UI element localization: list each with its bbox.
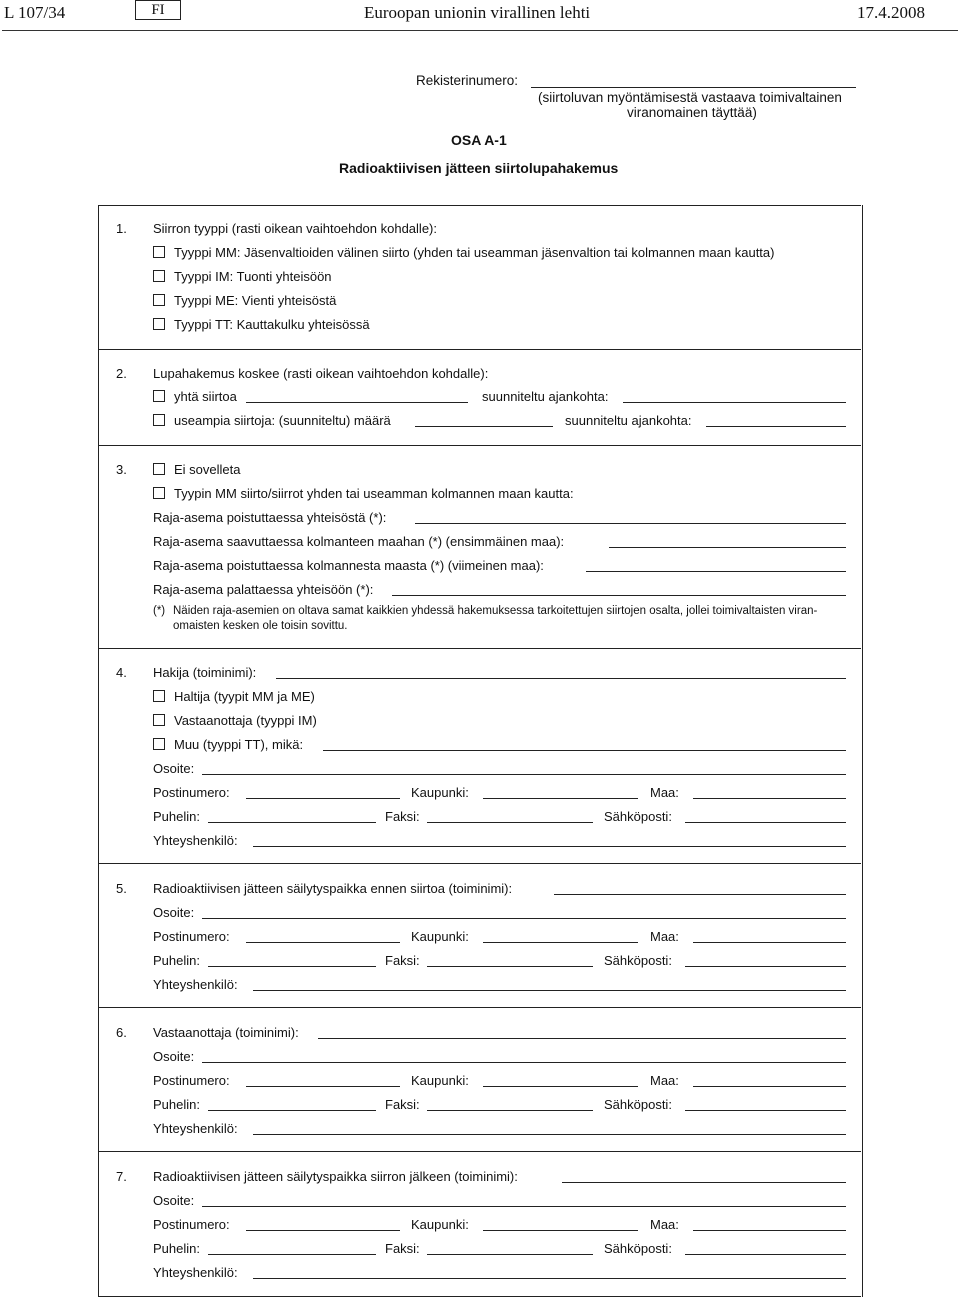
section-4-number: 4. bbox=[116, 665, 127, 680]
section-divider bbox=[98, 863, 861, 864]
checkbox[interactable] bbox=[153, 414, 165, 426]
publication-date: 17.4.2008 bbox=[857, 3, 925, 22]
transfer-type-mm-option[interactable]: Tyyppi MM: Jäsenvaltioiden välinen siirto (yhden tai useamman jäsenvaltion tai kolmannen maan kautta) bbox=[153, 245, 774, 260]
footnote-line1: Näiden raja-asemien on oltava samat kaikkien yhdessä hakemuksessa tarkoitettujen siirtojen osalta, jollei toimivaltaisten viran- bbox=[173, 605, 818, 617]
applicant-label: Hakija (toiminimi): bbox=[153, 665, 257, 680]
country-field[interactable] bbox=[693, 942, 846, 943]
border-return-community-label: Raja-asema palattaessa yhteisöön (*): bbox=[153, 582, 374, 597]
storage-before-name-field[interactable] bbox=[554, 894, 846, 895]
country-label: Maa: bbox=[650, 1073, 679, 1088]
contact-person-field[interactable] bbox=[253, 1278, 846, 1279]
multiple-transfers-date-field[interactable] bbox=[706, 426, 846, 427]
contact-person-field[interactable] bbox=[253, 1134, 846, 1135]
city-field[interactable] bbox=[483, 798, 638, 799]
postcode-label: Postinumero: bbox=[153, 1073, 230, 1088]
fax-field[interactable] bbox=[427, 966, 593, 967]
address-label: Osoite: bbox=[153, 1193, 195, 1208]
country-label: Maa: bbox=[650, 1217, 679, 1232]
registration-note-line1: (siirtoluvan myöntämisestä vastaava toimivaltainen bbox=[538, 90, 842, 105]
footnote-mark: (*) bbox=[153, 605, 166, 617]
multiple-transfers-count-field[interactable] bbox=[415, 426, 553, 427]
section-divider bbox=[98, 1151, 861, 1152]
email-label: Sähköposti: bbox=[604, 1097, 672, 1112]
registration-note-line2: viranomainen täyttää) bbox=[627, 105, 757, 120]
address-label: Osoite: bbox=[153, 1049, 195, 1064]
table-bottom-border bbox=[98, 1296, 861, 1297]
border-exit-third-country-field[interactable] bbox=[586, 571, 846, 572]
single-transfer-date-field[interactable] bbox=[623, 402, 846, 403]
fax-field[interactable] bbox=[427, 1254, 593, 1255]
section-7-number: 7. bbox=[116, 1169, 127, 1184]
fax-field[interactable] bbox=[427, 1110, 593, 1111]
contact-person-label: Yhteyshenkilö: bbox=[153, 833, 238, 848]
email-field[interactable] bbox=[685, 822, 846, 823]
country-field[interactable] bbox=[693, 1086, 846, 1087]
email-label: Sähköposti: bbox=[604, 953, 672, 968]
city-field[interactable] bbox=[483, 1230, 638, 1231]
not-applicable-option[interactable]: Ei sovelleta bbox=[153, 462, 240, 477]
postcode-field[interactable] bbox=[246, 1230, 400, 1231]
checkbox[interactable] bbox=[153, 318, 165, 330]
section-2-number: 2. bbox=[116, 366, 127, 381]
form-title: Radioaktiivisen jätteen siirtolupahakemus bbox=[339, 160, 619, 176]
registration-label: Rekisterinumero: bbox=[416, 73, 519, 88]
city-label: Kaupunki: bbox=[411, 1073, 469, 1088]
contact-person-label: Yhteyshenkilö: bbox=[153, 1265, 238, 1280]
section-1-number: 1. bbox=[116, 221, 127, 236]
phone-label: Puhelin: bbox=[153, 1097, 200, 1112]
address-label: Osoite: bbox=[153, 761, 195, 776]
section-2-title: Lupahakemus koskee (rasti oikean vaihtoehdon kohdalle): bbox=[153, 366, 489, 381]
language-code-box: FI bbox=[135, 0, 181, 20]
transfer-type-im-option[interactable]: Tyyppi IM: Tuonti yhteisöön bbox=[153, 269, 332, 284]
storage-before-label: Radioaktiivisen jätteen säilytyspaikka ennen siirtoa (toiminimi): bbox=[153, 881, 513, 896]
border-exit-community-field[interactable] bbox=[415, 523, 846, 524]
fax-label: Faksi: bbox=[385, 953, 420, 968]
transfer-type-me-option[interactable]: Tyyppi ME: Vienti yhteisöstä bbox=[153, 293, 336, 308]
border-entry-third-country-field[interactable] bbox=[609, 547, 846, 548]
phone-field[interactable] bbox=[208, 1110, 376, 1111]
email-label: Sähköposti: bbox=[604, 1241, 672, 1256]
email-field[interactable] bbox=[685, 1110, 846, 1111]
multiple-transfers-date-label: suunniteltu ajankohta: bbox=[565, 413, 692, 428]
consignee-name-field[interactable] bbox=[318, 1038, 846, 1039]
consignee-option[interactable]: Vastaanottaja (tyyppi IM) bbox=[153, 713, 317, 728]
phone-field[interactable] bbox=[208, 822, 376, 823]
address-field[interactable] bbox=[202, 918, 846, 919]
page-reference: L 107/34 bbox=[4, 3, 66, 22]
fax-label: Faksi: bbox=[385, 1097, 420, 1112]
phone-label: Puhelin: bbox=[153, 953, 200, 968]
country-field[interactable] bbox=[693, 1230, 846, 1231]
other-specify-field[interactable] bbox=[323, 750, 846, 751]
checkbox[interactable] bbox=[153, 246, 165, 258]
table-top-border bbox=[98, 205, 861, 206]
checkbox[interactable] bbox=[153, 390, 165, 402]
footnote-line2: omaisten kesken ole toisin sovittu. bbox=[173, 620, 348, 632]
section-1-title: Siirron tyyppi (rasti oikean vaihtoehdon kohdalle): bbox=[153, 221, 437, 236]
single-transfer-option[interactable]: yhtä siirtoa bbox=[153, 389, 237, 404]
checkbox[interactable] bbox=[153, 690, 165, 702]
postcode-field[interactable] bbox=[246, 1086, 400, 1087]
storage-after-name-field[interactable] bbox=[562, 1182, 846, 1183]
checkbox[interactable] bbox=[153, 463, 165, 475]
storage-after-label: Radioaktiivisen jätteen säilytyspaikka siirron jälkeen (toiminimi): bbox=[153, 1169, 518, 1184]
consignee-label: Vastaanottaja (toiminimi): bbox=[153, 1025, 299, 1040]
header-rule bbox=[2, 30, 958, 31]
multiple-transfers-option[interactable]: useampia siirtoja: (suunniteltu) määrä bbox=[153, 413, 391, 428]
address-field[interactable] bbox=[202, 774, 846, 775]
other-option[interactable]: Muu (tyyppi TT), mikä: bbox=[153, 737, 303, 752]
section-5-number: 5. bbox=[116, 881, 127, 896]
registration-number-field[interactable] bbox=[531, 87, 856, 88]
journal-title: Euroopan unionin virallinen lehti bbox=[364, 3, 591, 22]
country-label: Maa: bbox=[650, 929, 679, 944]
checkbox[interactable] bbox=[153, 294, 165, 306]
city-field[interactable] bbox=[483, 1086, 638, 1087]
phone-field[interactable] bbox=[208, 1254, 376, 1255]
border-entry-third-country-label: Raja-asema saavuttaessa kolmanteen maahan (*) (ensimmäinen maa): bbox=[153, 534, 565, 549]
postcode-label: Postinumero: bbox=[153, 929, 230, 944]
checkbox[interactable] bbox=[153, 738, 165, 750]
transfer-type-tt-option[interactable]: Tyyppi TT: Kauttakulku yhteisössä bbox=[153, 317, 370, 332]
checkbox[interactable] bbox=[153, 487, 165, 499]
contact-person-field[interactable] bbox=[253, 990, 846, 991]
third-country-transit-option[interactable]: Tyypin MM siirto/siirrot yhden tai useamman kolmannen maan kautta: bbox=[153, 486, 574, 501]
email-field[interactable] bbox=[685, 1254, 846, 1255]
email-label: Sähköposti: bbox=[604, 809, 672, 824]
fax-field[interactable] bbox=[427, 822, 593, 823]
form-part: OSA A-1 bbox=[451, 132, 507, 148]
postcode-label: Postinumero: bbox=[153, 1217, 230, 1232]
holder-option[interactable]: Haltija (tyypit MM ja ME) bbox=[153, 689, 315, 704]
section-divider bbox=[98, 1007, 861, 1008]
border-exit-third-country-label: Raja-asema poistuttaessa kolmannesta maasta (*) (viimeinen maa): bbox=[153, 558, 544, 573]
applicant-name-field[interactable] bbox=[276, 678, 846, 679]
address-field[interactable] bbox=[202, 1206, 846, 1207]
section-divider bbox=[98, 648, 861, 649]
contact-person-field[interactable] bbox=[253, 846, 846, 847]
city-label: Kaupunki: bbox=[411, 785, 469, 800]
contact-person-label: Yhteyshenkilö: bbox=[153, 977, 238, 992]
single-transfer-date-label: suunniteltu ajankohta: bbox=[482, 389, 609, 404]
fax-label: Faksi: bbox=[385, 1241, 420, 1256]
phone-label: Puhelin: bbox=[153, 809, 200, 824]
checkbox[interactable] bbox=[153, 714, 165, 726]
city-label: Kaupunki: bbox=[411, 929, 469, 944]
fax-label: Faksi: bbox=[385, 809, 420, 824]
single-transfer-field[interactable] bbox=[246, 402, 468, 403]
city-field[interactable] bbox=[483, 942, 638, 943]
postcode-label: Postinumero: bbox=[153, 785, 230, 800]
phone-label: Puhelin: bbox=[153, 1241, 200, 1256]
border-exit-community-label: Raja-asema poistuttaessa yhteisöstä (*): bbox=[153, 510, 387, 525]
contact-person-label: Yhteyshenkilö: bbox=[153, 1121, 238, 1136]
address-label: Osoite: bbox=[153, 905, 195, 920]
city-label: Kaupunki: bbox=[411, 1217, 469, 1232]
phone-field[interactable] bbox=[208, 966, 376, 967]
postcode-field[interactable] bbox=[246, 942, 400, 943]
border-return-community-field[interactable] bbox=[392, 595, 846, 596]
postcode-field[interactable] bbox=[246, 798, 400, 799]
section-divider bbox=[98, 349, 861, 350]
country-field[interactable] bbox=[693, 798, 846, 799]
email-field[interactable] bbox=[685, 966, 846, 967]
address-field[interactable] bbox=[202, 1062, 846, 1063]
section-6-number: 6. bbox=[116, 1025, 127, 1040]
section-3-number: 3. bbox=[116, 462, 127, 477]
checkbox[interactable] bbox=[153, 270, 165, 282]
section-divider bbox=[98, 445, 861, 446]
country-label: Maa: bbox=[650, 785, 679, 800]
